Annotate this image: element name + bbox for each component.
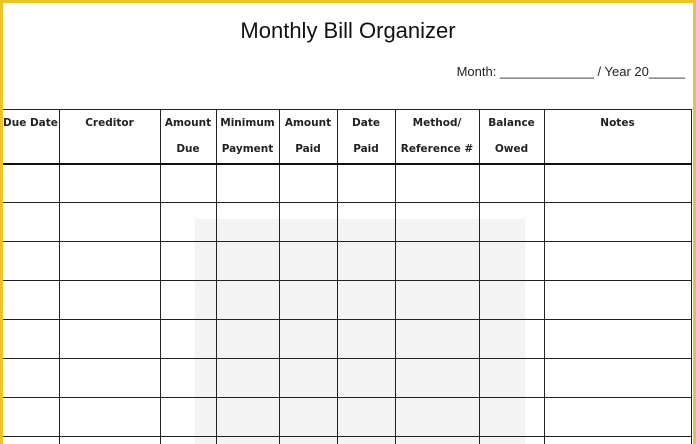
table-cell[interactable]	[544, 359, 691, 398]
table-cell[interactable]	[337, 359, 395, 398]
table-cell[interactable]	[216, 281, 279, 320]
table-cell[interactable]	[216, 437, 279, 444]
table-row	[3, 398, 691, 437]
table-row	[3, 320, 691, 359]
table-cell[interactable]	[395, 242, 479, 281]
table-cell[interactable]	[337, 242, 395, 281]
table-cell[interactable]	[216, 398, 279, 437]
table-cell[interactable]	[216, 320, 279, 359]
table-cell[interactable]	[216, 359, 279, 398]
table-cell[interactable]	[479, 203, 544, 242]
table-cell[interactable]	[279, 242, 337, 281]
page-title: Monthly Bill Organizer	[240, 18, 456, 43]
header-amount-due: Amount Due	[160, 110, 216, 164]
table-cell[interactable]	[544, 398, 691, 437]
table-cell[interactable]	[544, 281, 691, 320]
table-row	[3, 281, 691, 320]
header-method-reference: Method/ Reference #	[395, 110, 479, 164]
table-cell[interactable]	[479, 398, 544, 437]
table-cell[interactable]	[337, 203, 395, 242]
table-cell[interactable]	[337, 437, 395, 444]
table-cell[interactable]	[3, 437, 59, 444]
table-cell[interactable]	[160, 398, 216, 437]
table-row	[3, 359, 691, 398]
table-cell[interactable]	[395, 359, 479, 398]
table-cell[interactable]	[279, 320, 337, 359]
table-cell[interactable]	[395, 437, 479, 444]
table-cell[interactable]	[279, 359, 337, 398]
table-cell[interactable]	[3, 164, 59, 203]
table-cell[interactable]	[216, 164, 279, 203]
table-cell[interactable]	[59, 203, 160, 242]
table-cell[interactable]	[544, 242, 691, 281]
table-cell[interactable]	[3, 320, 59, 359]
table-cell[interactable]	[479, 437, 544, 444]
table-cell[interactable]	[395, 398, 479, 437]
header-minimum-payment: Minimum Payment	[216, 110, 279, 164]
table-cell[interactable]	[59, 320, 160, 359]
header-creditor: Creditor	[59, 110, 160, 164]
table-cell[interactable]	[59, 359, 160, 398]
table-cell[interactable]	[279, 164, 337, 203]
table-cell[interactable]	[337, 164, 395, 203]
table-cell[interactable]	[3, 203, 59, 242]
table-cell[interactable]	[160, 437, 216, 444]
table-cell[interactable]	[216, 242, 279, 281]
header-due-date: Due Date	[3, 110, 59, 164]
table-cell[interactable]	[3, 281, 59, 320]
table-cell[interactable]	[216, 203, 279, 242]
table-cell[interactable]	[160, 281, 216, 320]
table-cell[interactable]	[3, 398, 59, 437]
header-notes: Notes	[544, 110, 691, 164]
table-cell[interactable]	[337, 281, 395, 320]
month-year-field-line: Month: _____________ / Year 20_____	[456, 64, 685, 79]
table-cell[interactable]	[59, 242, 160, 281]
table-cell[interactable]	[395, 164, 479, 203]
table-cell[interactable]	[160, 242, 216, 281]
table-cell[interactable]	[544, 320, 691, 359]
table-cell[interactable]	[544, 164, 691, 203]
header-balance-owed: Balance Owed	[479, 110, 544, 164]
table-cell[interactable]	[479, 359, 544, 398]
header-date-paid: Date Paid	[337, 110, 395, 164]
header-amount-paid: Amount Paid	[279, 110, 337, 164]
table-cell[interactable]	[279, 398, 337, 437]
table-cell[interactable]	[395, 281, 479, 320]
table-cell[interactable]	[544, 437, 691, 444]
table-cell[interactable]	[479, 281, 544, 320]
table-cell[interactable]	[59, 164, 160, 203]
table-cell[interactable]	[3, 359, 59, 398]
table-row	[3, 437, 691, 444]
table-cell[interactable]	[395, 320, 479, 359]
table-cell[interactable]	[337, 398, 395, 437]
table-row	[3, 164, 691, 203]
table-cell[interactable]	[160, 320, 216, 359]
table-cell[interactable]	[479, 320, 544, 359]
table-row	[3, 242, 691, 281]
table-cell[interactable]	[160, 164, 216, 203]
table-cell[interactable]	[544, 203, 691, 242]
bill-table	[3, 109, 692, 444]
table-cell[interactable]	[279, 203, 337, 242]
table-cell[interactable]	[3, 242, 59, 281]
table-cell[interactable]	[279, 281, 337, 320]
table-cell[interactable]	[59, 437, 160, 444]
table-cell[interactable]	[337, 320, 395, 359]
table-header-row	[3, 110, 691, 164]
table-cell[interactable]	[395, 203, 479, 242]
table-cell[interactable]	[160, 359, 216, 398]
table-cell[interactable]	[479, 242, 544, 281]
table-row	[3, 203, 691, 242]
table-cell[interactable]	[59, 398, 160, 437]
table-cell[interactable]	[59, 281, 160, 320]
table-cell[interactable]	[160, 203, 216, 242]
table-body	[3, 164, 691, 444]
table-cell[interactable]	[279, 437, 337, 444]
table-cell[interactable]	[479, 164, 544, 203]
